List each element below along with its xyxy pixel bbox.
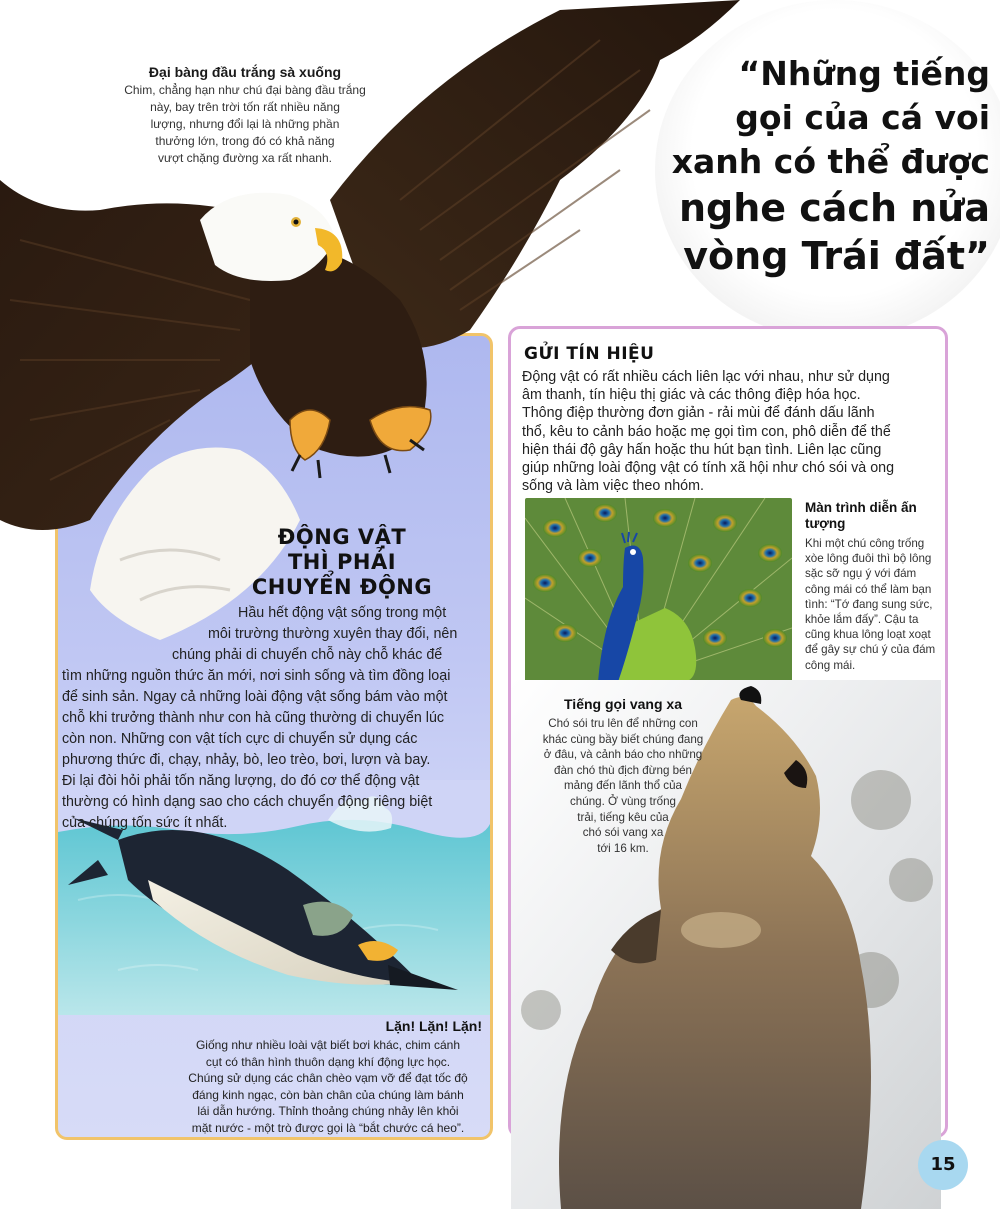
eagle-caption-line: này, bay trên trời tốn rất nhiều năng [150,100,340,114]
quote-line-large: nghe cách nửa [678,186,990,230]
eagle-caption-line: vượt chặng đường xa rất nhanh. [158,151,332,165]
quote-line: “Những tiếng [738,54,990,93]
peacock-caption [805,500,940,673]
quote-line: gọi của cá voi [735,98,990,137]
wolf-caption-line: Chó sói tru lên để những con [548,717,698,730]
penguin-caption [170,1018,486,1136]
body-line: còn non. Những con vật tích cực di chuyển sử dụng các [62,731,418,747]
wolf-caption-text [528,716,718,856]
section-title-movement [212,525,472,600]
section-title-line: THÌ PHẢI [287,550,397,574]
body-line: hiện thái độ gây hấn hoặc thu hút bạn tình. Liên lạc cũng [522,441,882,458]
eagle-caption-text [100,82,390,167]
body-line: tìm những nguồn thức ăn mới, nơi sinh sống và tìm đồng loại [62,668,451,684]
wolf-caption-line: chúng. Ở vùng trống [570,794,676,808]
body-line: của chúng tốn sức ít nhất. [62,815,228,831]
wolf-caption-line: khác cùng bầy biết chúng đang [542,732,704,746]
eagle-caption [100,64,390,167]
wolf-caption-line: mảng đến lãnh thổ của [564,779,682,793]
eagle-caption-line: lượng, nhưng đổi lại là những phần [150,117,340,131]
penguin-caption-line: Chúng sử dụng các chân chèo vạm vỡ để đạt tốc độ [188,1071,468,1085]
penguin-caption-line: Giống như nhiều loài vật biết bơi khác, chim cánh [195,1038,461,1052]
penguin-caption-line: lái dẫn hướng. Thỉnh thoảng chúng nhảy lên khỏi [197,1104,459,1118]
section-title-line: ĐỘNG VẬT [277,525,407,549]
wolf-caption-line: ở đâu, và cảnh báo cho những [543,748,703,762]
body-line: thổ, kêu to cảnh báo hoặc mẹ gọi tìm con, phô diễn để thể [522,423,891,440]
wolf-caption-line: đàn chó thù địch đừng bén [554,763,692,777]
movement-body-text [62,603,476,834]
penguin-caption-line: mặt nước - một trò được gọi là “bắt chước cá heo”. [191,1120,465,1135]
quote-line-large: vòng Trái đất” [683,234,990,278]
penguin-caption-line: cụt có thân hình thuôn dạng khí động lực học. [205,1054,451,1069]
body-line: âm thanh, tín hiệu thị giác và các thông điệp hóa học. [522,387,861,404]
body-line: để sinh sản. Ngay cả những loài động vật sống bám vào một [62,689,448,705]
peacock-caption-title: Màn trình diễn ấn tượng [805,500,917,531]
body-line: phương thức đi, chạy, nhảy, bò, leo trèo, bơi, lượn và bay. [62,752,431,768]
body-line: giúp những loài động vật có tính xã hội như chó sói và ong [522,460,895,477]
penguin-caption-line: đáng kinh ngạc, còn bàn chân của chúng làm bánh [192,1087,464,1102]
penguin-caption-title: Lặn! Lặn! Lặn! [385,1018,482,1034]
quote-line: xanh có thể được [671,142,990,181]
body-line: Đi lại đòi hỏi phải tốn năng lượng, do đó cơ thể động vật [62,773,420,789]
peacock-image [525,498,792,682]
page-number: 15 [918,1140,968,1190]
body-line: Hầu hết động vật sống trong một [238,605,447,621]
wolf-caption-line: tới 16 km. [597,841,649,855]
body-line: chúng phải di chuyển chỗ này chỗ khác để [172,647,443,663]
signals-body-text [522,368,942,495]
body-line: môi trường thường xuyên thay đổi, nên [208,626,458,642]
body-line: Động vật có rất nhiều cách liên lạc với nhau, như sử dụng [522,369,890,385]
section-title-line: CHUYỂN ĐỘNG [251,575,433,599]
wolf-caption [528,696,718,856]
body-line: thường có hình dạng sao cho cách chuyển động riêng biệt [62,794,433,810]
eagle-caption-title: Đại bàng đầu trắng sà xuống [148,64,342,80]
wolf-caption-line: trải, tiếng kêu của [577,810,669,824]
body-line: Thông điệp thường đơn giản - rải mùi để đánh dấu lãnh [522,405,875,422]
eagle-caption-line: Chim, chẳng hạn như chú đại bàng đầu trắng [124,83,366,97]
body-line: sống và làm việc theo nhóm. [522,478,704,495]
wolf-caption-title: Tiếng gọi vang xa [564,696,682,712]
wolf-caption-line: chó sói vang xa [582,826,664,840]
penguin-caption-text [170,1037,486,1136]
eagle-caption-line: thưởng lớn, trong đó có khả năng [155,134,335,148]
peacock-caption-text: Khi một chú công trống xòe lông đuôi thì bộ lông sặc sỡ ngụ ý với đám công mái có thể làm bạn tình: “Tớ đang sung sức, khỏe lắm đấy”. Cậu ta cũng khua lông loạt xoạt để gây sự chú ý của đám công mái. [805,537,936,672]
section-title-signals: GỬI TÍN HIỆU [524,344,655,364]
body-line: chỗ khi trưởng thành như con hà cũng thường di chuyển lúc [62,710,445,726]
whale-quote [640,52,990,280]
